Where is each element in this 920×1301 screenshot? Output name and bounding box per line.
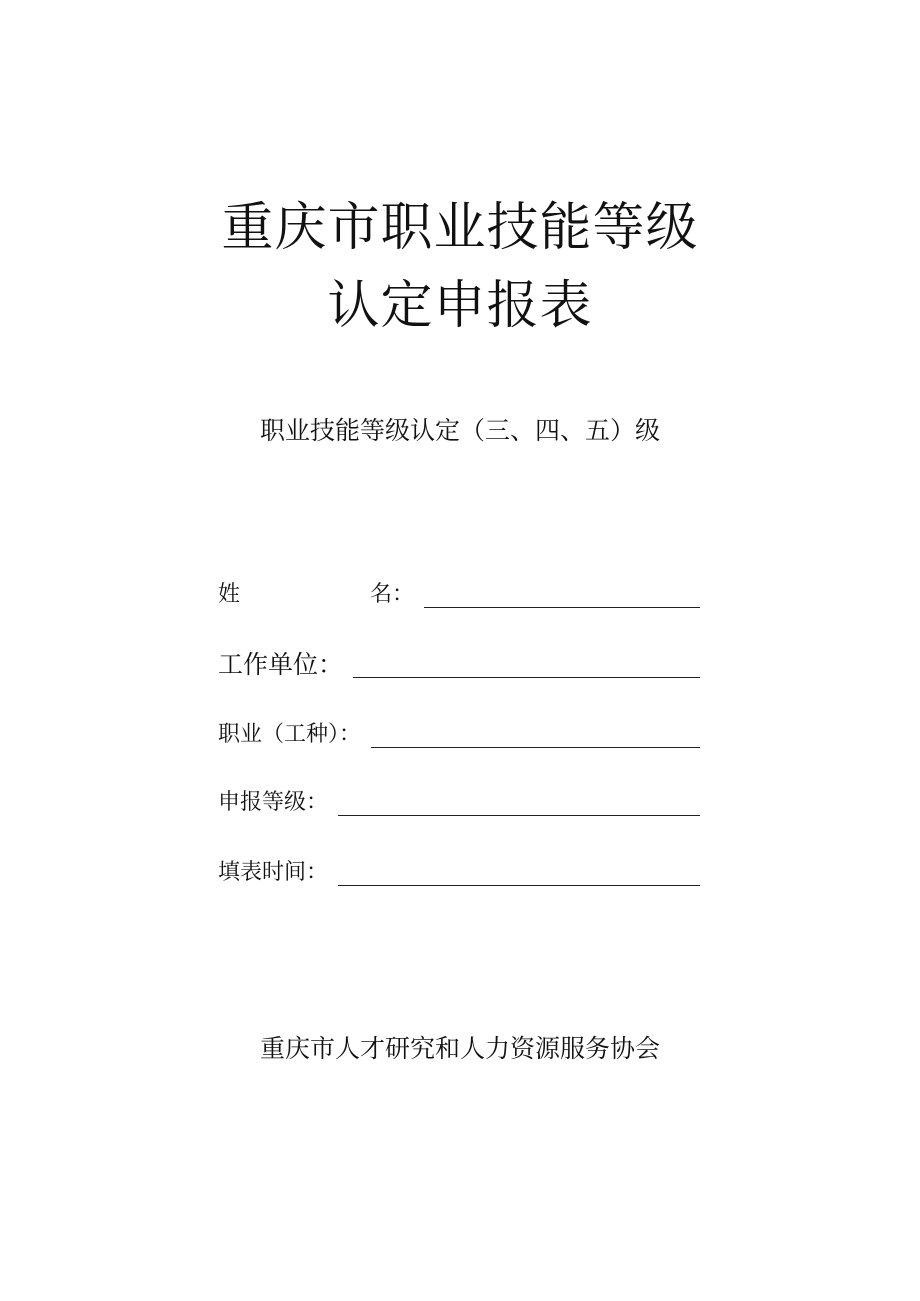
name-label-part-2: 名： [369,582,414,607]
document-subtitle: 职业技能等级认定（三、四、五）级 [259,416,660,445]
date-input-line[interactable] [338,857,700,886]
date-label: 填表时间： [218,860,329,885]
work-unit-label: 工作单位： [218,650,344,679]
occupation-input-line[interactable] [371,719,700,748]
issuing-organization: 重庆市人才研究和人力资源服务协会 [259,1034,660,1063]
occupation-field-row [218,714,700,750]
name-field-row [218,574,700,610]
level-field-row [218,782,700,818]
date-field-row [218,852,700,888]
name-input-line[interactable] [424,579,700,608]
document-title-line-1: 重庆市职业技能等级 [221,198,699,258]
work-unit-input-line[interactable] [353,649,700,678]
name-label-part-1: 姓 [218,582,241,607]
level-input-line[interactable] [338,787,700,816]
document-title-line-2: 认定申报表 [327,276,593,336]
name-label [218,580,414,610]
work-unit-field-row [218,644,700,680]
level-label: 申报等级： [218,790,329,815]
occupation-label: 职业（工种）： [218,722,362,747]
